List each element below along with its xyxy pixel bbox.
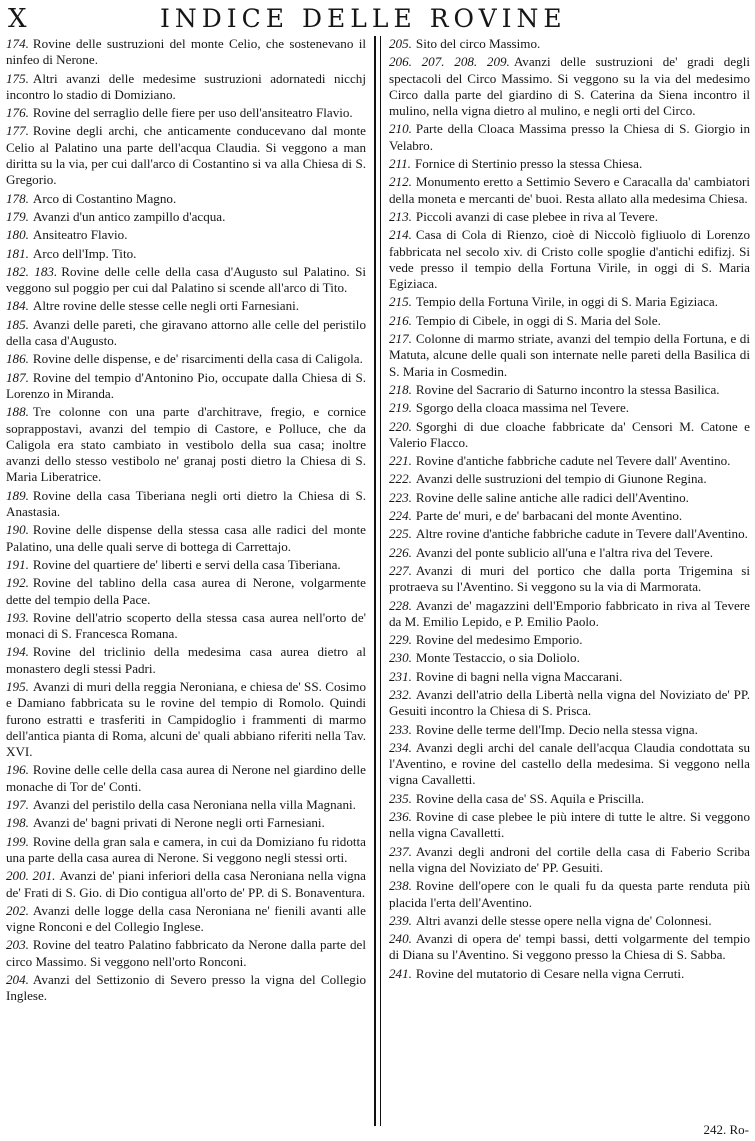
entry-text: Rovine dell'opere con le quali fu da questa parte renduta più placida l'erta dell'Aventino.	[389, 878, 750, 910]
entry-number: 177.	[6, 123, 29, 139]
index-entry	[389, 209, 750, 225]
entry-text: Avanzi di opera de' tempi bassi, detti volgarmente del tempio di Diana su l'Aventino. Si veggono presso la Chiesa di S. Sabba.	[389, 931, 750, 963]
entry-text: Avanzi degli archi del canale dell'acqua Claudia condottata su l'Aventino, e rovine del castello della medesima. Si veggono nella vigna Cavalletti.	[389, 739, 750, 788]
entry-text: Rovine del mutatorio di Cesare nella vigna Cerruti.	[415, 965, 685, 981]
entry-text: Rovine della casa Tiberiana negli orti dietro la Chiesa di S. Anastasia.	[6, 487, 366, 520]
index-entry	[389, 400, 750, 416]
entry-text: Fornice di Stertinio presso la stessa Chiesa.	[414, 156, 643, 172]
entry-number: 199.	[6, 833, 29, 849]
entry-number: 212.	[389, 174, 412, 190]
entry-number: 205.	[389, 36, 412, 51]
entry-number: 187.	[6, 369, 29, 385]
entry-number: 223.	[389, 489, 412, 505]
catchword: 242. Ro-	[703, 1122, 749, 1137]
index-entry	[6, 644, 366, 677]
entry-text: Monumento eretto a Settimio Severo e Caracalla da' cambiatori della moneta e mercanti de' buoi. Resta allato alla medesima Chiesa.	[389, 174, 750, 206]
index-entry	[389, 36, 750, 52]
index-entry	[389, 227, 750, 292]
entry-text: Avanzi del peristilo della casa Neroniana nella villa Magnani.	[32, 797, 356, 813]
entry-number: 224.	[389, 508, 412, 524]
entry-text: Rovine di bagni nella vigna Maccarani.	[415, 668, 623, 684]
entry-number: 194.	[6, 644, 29, 660]
entry-text: Rovine delle sustruzioni del monte Celio, che sostenevano il ninfeo di Nerone.	[6, 36, 366, 68]
entry-number: 190.	[6, 522, 29, 538]
entry-number: 200. 201.	[6, 868, 56, 884]
right-column	[389, 36, 750, 1115]
index-entry	[6, 246, 366, 262]
entry-number: 213.	[389, 208, 412, 224]
entry-text: Monte Testaccio, o sia Doliolo.	[415, 650, 580, 666]
entry-text: Arco dell'Imp. Tito.	[32, 245, 137, 261]
entry-number: 227.	[389, 562, 412, 578]
index-entry	[6, 762, 366, 795]
entry-text: Rovine del triclinio della medesima casa aurea dietro al monastero degli stessi Padri.	[6, 644, 366, 676]
entry-text: Tempio della Fortuna Virile, in oggi di S. Maria Egiziaca.	[415, 294, 718, 310]
entry-number: 179.	[6, 208, 29, 224]
entry-text: Avanzi dell'atrio della Libertà nella vigna del Noviziato de' PP. Gesuiti incontro la Chiesa di S. Prisca.	[389, 686, 750, 719]
entry-number: 204.	[6, 972, 29, 988]
entry-number: 240.	[389, 931, 412, 947]
entry-text: Sito del circo Massimo.	[415, 36, 541, 51]
entry-text: Rovine del Sacrario di Saturno incontro la stessa Basilica.	[415, 381, 720, 397]
entry-text: Rovine d'antiche fabbriche cadute nel Tevere dall' Aventino.	[415, 453, 731, 469]
index-entry	[389, 471, 750, 487]
entry-number: 203.	[6, 937, 29, 953]
entry-text: Rovine della casa de' SS. Aquila e Priscilla.	[415, 790, 645, 806]
entry-text: Avanzi d'un antico zampillo d'acqua.	[32, 208, 226, 224]
index-entry	[6, 488, 366, 521]
index-entry	[389, 382, 750, 398]
index-entry	[6, 522, 366, 555]
index-entry	[6, 209, 366, 225]
entry-number: 195.	[6, 678, 29, 694]
entry-number: 202.	[6, 902, 29, 918]
entry-number: 185.	[6, 316, 29, 332]
index-entry	[6, 972, 366, 1005]
index-entry	[389, 294, 750, 310]
index-entry	[389, 740, 750, 789]
entry-number: 196.	[6, 762, 29, 778]
entry-number: 215.	[389, 294, 412, 310]
index-entry	[389, 931, 750, 964]
index-entry	[6, 815, 366, 831]
index-entry	[389, 331, 750, 380]
entry-number: 241.	[389, 965, 412, 981]
entry-text: Avanzi delle logge della casa Neroniana ne' fienili avanti alle vigne Ronconi e del Collegio Inglese.	[6, 902, 366, 935]
entry-text: Altre rovine d'antiche fabbriche cadute in Tevere dall'Aventino.	[415, 526, 748, 542]
entry-number: 232.	[389, 686, 412, 702]
index-entry	[6, 610, 366, 643]
index-entry	[389, 453, 750, 469]
entry-text: Avanzi de' piani inferiori della casa Neroniana nella vigna de' Frati di S. Gio. di Dio contigua all'orto de' PP. di S. Bonaventura.	[6, 868, 366, 900]
entry-text: Rovine delle celle della casa aurea di Nerone nel giardino delle monache di Tor de' Conti.	[6, 762, 366, 794]
entry-number: 175.	[6, 70, 29, 86]
index-entry	[389, 598, 750, 631]
entry-number: 193.	[6, 609, 29, 625]
entry-text: Rovine del teatro Palatino fabbricato da Nerone dalla parte del circo Massimo. Si veggono nell'orto Ronconi.	[6, 937, 366, 969]
index-entry	[389, 545, 750, 561]
index-entry	[389, 722, 750, 738]
entry-text: Casa di Cola di Rienzo, cioè di Niccolò figliuolo di Lorenzo fabbricata nel secolo xiv. di Cristo colle spoglie d'antichi edifizj. Si vede presso il tempio della Fortuna Virile, in oggi di S. Maria Egiziaca.	[389, 227, 750, 292]
entry-number: 219.	[389, 400, 412, 416]
index-entry	[389, 669, 750, 685]
entry-number: 234.	[389, 739, 412, 755]
index-entry	[6, 123, 366, 188]
index-entry	[6, 903, 366, 936]
entry-text: Avanzi delle pareti, che giravano attorno alle celle del peristilo della casa d'Augusto.	[6, 316, 366, 349]
entry-text: Sgorghi di due cloache fabbricate da' Censori M. Catone e Valerio Flacco.	[389, 418, 750, 450]
entry-number: 192.	[6, 575, 29, 591]
index-entry	[6, 557, 366, 573]
entry-text: Rovine del medesimo Emporio.	[415, 632, 583, 648]
entry-text: Avanzi delle sustruzioni de' gradi degli spectacoli del Circo Massimo. Si veggono su la via del medesimo Circo dalla parte del giardino di S. Caterina da Siena incontro il mulino, nella vigna dietro al mulino, e negli orti del Circo.	[389, 54, 750, 119]
entry-number: 230.	[389, 650, 412, 666]
entry-text: Rovine del quartiere de' liberti e servi della casa Tiberiana.	[32, 556, 341, 572]
entry-number: 228.	[389, 597, 412, 613]
index-entry	[389, 121, 750, 154]
index-entry	[389, 526, 750, 542]
entry-number: 217.	[389, 331, 412, 347]
entry-number: 210.	[389, 121, 412, 137]
entry-number: 229.	[389, 632, 412, 648]
index-entry	[6, 298, 366, 314]
entry-text: Altri avanzi delle medesime sustruzioni adornatedi nicchj incontro lo stadio di Domiziano.	[6, 70, 366, 102]
entry-text: Altri avanzi delle stesse opere nella vigna de' Colonnesi.	[415, 912, 712, 928]
entry-text: Rovine del tablino della casa aurea di Nerone, volgarmente dette del tempio della Pace.	[6, 575, 366, 607]
entry-number: 236.	[389, 809, 412, 825]
index-entry	[389, 791, 750, 807]
entry-number: 221.	[389, 453, 412, 469]
left-column	[6, 36, 366, 1115]
entry-text: Avanzi degli androni del cortile della casa di Faberio Scriba nella vigna del Noviziato de' PP. Gesuiti.	[389, 843, 750, 875]
index-entry	[6, 370, 366, 403]
index-entry	[6, 317, 366, 350]
index-entry	[389, 844, 750, 877]
index-entry	[6, 351, 366, 367]
entry-text: Avanzi del Settizonio di Severo presso la vigna del Collegio Inglese.	[6, 972, 366, 1004]
entry-number: 178.	[6, 190, 29, 206]
index-entry	[6, 937, 366, 970]
index-entry	[6, 868, 366, 901]
index-entry	[6, 36, 366, 69]
index-entry	[389, 508, 750, 524]
entry-text: Tre colonne con una parte d'architrave, fregio, e cornice soprappostavi, avanzi del tempio di Castore, e Polluce, che da Caligola era stato cambiato in vestibolo della sua casa; inoltre avanzi dello stesso vestibolo ne' granaj posti dietro la Chiesa di S. Maria Liberatrice.	[6, 404, 366, 485]
entry-number: 197.	[6, 797, 29, 813]
entry-number: 216.	[389, 312, 412, 328]
entry-number: 225.	[389, 526, 412, 542]
entry-number: 184.	[6, 298, 29, 314]
entry-number: 211.	[389, 156, 411, 172]
entry-text: Ansiteatro Flavio.	[32, 227, 128, 243]
index-entry	[6, 105, 366, 121]
index-entry	[6, 191, 366, 207]
entry-text: Rovine della gran sala e camera, in cui da Domiziano fu ridotta una parte della casa aurea di Nerone. Si veggono negli stessi orti.	[6, 833, 366, 865]
entry-text: Rovine degli archi, che anticamente conducevano dal monte Celio al Palatino una parte dell'acqua Claudia. Si veggono a man diritta su la via, per cui dall'arco di Costantino si va alla Chiesa di S. Gregorio.	[6, 123, 366, 188]
index-entry	[389, 563, 750, 596]
entry-text: Rovine dell'atrio scoperto della stessa casa aurea nell'orto de' monaci di S. Francesca Romana.	[6, 609, 366, 642]
entry-text: Arco di Costantino Magno.	[32, 190, 177, 206]
index-entry	[389, 913, 750, 929]
entry-number: 191.	[6, 556, 29, 572]
entry-text: Piccoli avanzi di case plebee in riva al Tevere.	[415, 208, 658, 224]
entry-text: Rovine delle dispense, e de' risarcimenti della casa di Caligola.	[32, 351, 363, 367]
index-entry	[389, 419, 750, 452]
entry-text: Rovine di case plebee le più intere di tutte le altre. Si veggono nella vigna Cavalletti.	[389, 809, 750, 841]
page-number: X	[8, 4, 28, 34]
index-entry	[6, 71, 366, 104]
index-entry	[389, 490, 750, 506]
index-entry	[389, 687, 750, 720]
entry-number: 226.	[389, 544, 412, 560]
entry-text: Avanzi de' magazzini dell'Emporio fabbricato in riva al Tevere da M. Emilio Lepido, e P. Emilio Paolo.	[389, 597, 750, 629]
entry-text: Avanzi di muri del portico che dalla porta Trigemina si protraeva su l'Aventino. Si veggono su la via di Marmorata.	[389, 562, 750, 595]
entry-number: 220.	[389, 418, 412, 434]
entry-text: Avanzi del ponte sublicio all'una e l'altra riva del Tevere.	[415, 544, 714, 560]
entry-number: 182. 183.	[6, 263, 58, 279]
index-entry	[389, 878, 750, 911]
entry-number: 174.	[6, 36, 29, 51]
column-divider	[374, 36, 381, 1126]
index-entry	[6, 679, 366, 760]
index-entry	[6, 834, 366, 867]
entry-text: Avanzi de' bagni privati di Nerone negli orti Farnesiani.	[32, 815, 325, 831]
index-entry	[389, 174, 750, 207]
entry-text: Rovine delle celle della casa d'Augusto sul Palatino. Si veggono sul poggio per cui dal Palatino si scende all'arco di Tito.	[6, 263, 366, 296]
entry-text: Rovine delle terme dell'Imp. Decio nella stessa vigna.	[415, 721, 698, 737]
entry-text: Altre rovine delle stesse celle negli orti Farnesiani.	[32, 298, 300, 314]
entry-number: 198.	[6, 815, 29, 831]
entry-text: Rovine del serraglio delle fiere per uso dell'ansiteatro Flavio.	[32, 105, 353, 121]
index-entry	[6, 227, 366, 243]
page-title: INDICE DELLE ROVINE	[160, 4, 567, 33]
entry-text: Avanzi di muri della reggia Neroniana, e chiesa de' SS. Cosimo e Damiano fabbricata su le rovine del tempio di Romolo. Quindi furono estratti e trasferiti in Campidoglio i frammenti di marmo dell'antica pianta di Roma, alcuni de' quali abbiano riferiti nella Tav. XVI.	[6, 678, 366, 760]
index-entry	[389, 632, 750, 648]
index-entry	[6, 264, 366, 297]
index-entry	[389, 809, 750, 842]
entry-text: Avanzi delle sustruzioni del tempio di Giunone Regina.	[415, 471, 707, 487]
entry-number: 218.	[389, 381, 412, 397]
entry-number: 206. 207. 208. 209.	[389, 54, 510, 70]
entry-number: 231.	[389, 668, 412, 684]
entry-number: 235.	[389, 790, 412, 806]
entry-number: 239.	[389, 912, 412, 928]
entry-text: Sgorgo della cloaca massima nel Tevere.	[415, 400, 630, 416]
entry-number: 189.	[6, 487, 29, 503]
entry-number: 214.	[389, 227, 412, 243]
entry-number: 188.	[6, 404, 29, 420]
index-entry	[6, 575, 366, 608]
entry-number: 237.	[389, 843, 412, 859]
entry-text: Rovine del tempio d'Antonino Pio, occupate dalla Chiesa di S. Lorenzo in Miranda.	[6, 369, 366, 401]
entry-text: Rovine delle dispense della stessa casa alle radici del monte Palatino, una delle quali serve di bottega di Carrettajo.	[6, 522, 366, 554]
entry-number: 222.	[389, 471, 412, 487]
entry-number: 176.	[6, 105, 29, 121]
index-entry	[6, 404, 366, 485]
entry-text: Tempio di Cibele, in oggi di S. Maria del Sole.	[415, 312, 661, 328]
index-entry	[389, 650, 750, 666]
index-entry	[389, 966, 750, 982]
entry-number: 180.	[6, 227, 29, 243]
entry-text: Colonne di marmo striate, avanzi del tempio della Fortuna, e di Matuta, alcune delle quali son internate nelle pareti della Basilica di S. Maria in Cosmedin.	[389, 331, 750, 379]
index-entry	[389, 54, 750, 119]
entry-number: 186.	[6, 351, 29, 367]
index-entry	[389, 156, 750, 172]
entry-text: Rovine delle saline antiche alle radici dell'Aventino.	[415, 489, 689, 505]
entry-text: Parte della Cloaca Massima presso la Chiesa di S. Giorgio in Velabro.	[389, 121, 750, 153]
index-entry	[6, 797, 366, 813]
index-entry	[389, 313, 750, 329]
entry-number: 233.	[389, 721, 412, 737]
entry-number: 181.	[6, 245, 29, 261]
entry-number: 238.	[389, 878, 412, 894]
entry-text: Parte de' muri, e de' barbacani del monte Aventino.	[415, 508, 683, 524]
